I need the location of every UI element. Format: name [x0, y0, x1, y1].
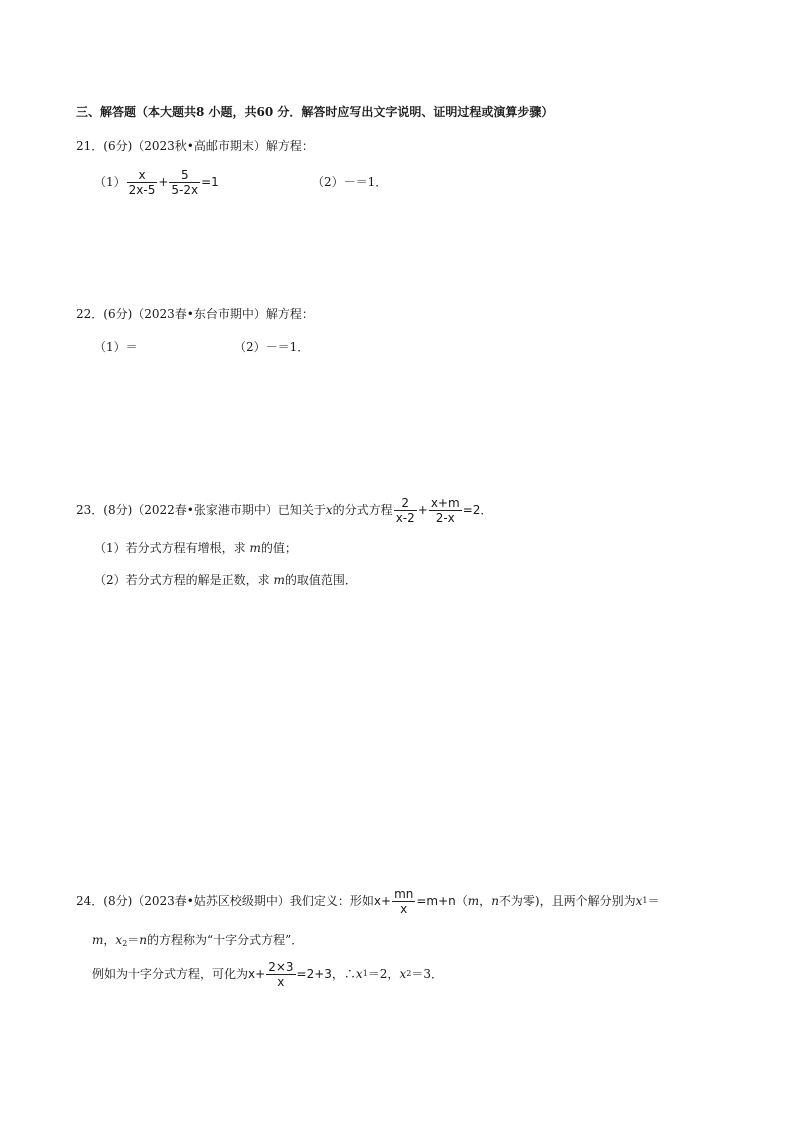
- q22-header: 22．(6分)（2023春•东台市期中）解方程：: [76, 307, 314, 321]
- q22-part2: （2）－＝1．: [234, 340, 310, 354]
- q23-sub2: [94, 572, 357, 588]
- q23-sub1-var-m: m: [249, 541, 261, 555]
- q24-sol-sub1: 1: [642, 896, 648, 905]
- q24-def-rhs: =m+n: [416, 894, 456, 908]
- q24-cond-n: n: [491, 894, 499, 908]
- q23-header-mid: 的分式方程: [332, 503, 393, 517]
- q24-example-frac-numerator: 2×3: [268, 959, 294, 974]
- q24-example-sub2: 2: [406, 969, 412, 978]
- q23-sub1-prefix: （1）若分式方程有增根，求: [94, 541, 250, 555]
- q24-sol-eq: ＝: [647, 894, 660, 908]
- q24-header-prefix: 24．(8分)（2023春•姑苏区校级期中）我们定义：形如: [76, 894, 374, 908]
- q23-rhs: =2．: [462, 503, 493, 517]
- q24-example-x: x: [248, 967, 256, 981]
- q24-line2: [92, 932, 303, 952]
- q21-frac2-numerator: 5: [169, 168, 200, 183]
- q21-part1-fraction-1: [127, 168, 158, 197]
- q24-header: [76, 883, 660, 919]
- q21-frac1-denominator: 2x-5: [128, 182, 156, 197]
- q23-frac1-numerator: 2: [394, 496, 417, 511]
- q23-sub2-var-m: m: [273, 573, 285, 587]
- q24-example-fraction: [266, 960, 295, 989]
- q24-line2-comma: ，: [103, 933, 116, 947]
- q24-example-plus: +: [255, 967, 266, 981]
- q21-frac2-denominator: 5-2x: [171, 182, 199, 197]
- q21-header: 21．(6分)（2023秋•高邮市期末）解方程：: [76, 139, 314, 153]
- q21-frac1-numerator: x: [127, 168, 158, 183]
- q24-example-frac-denominator: x: [277, 974, 285, 989]
- q23-sub1-suffix: 的值；: [260, 541, 297, 555]
- q24-example-prefix: 例如为十字分式方程，可化为: [92, 967, 249, 981]
- q24-cond-m: m: [467, 894, 480, 908]
- q24-def-frac-denominator: x: [400, 901, 408, 916]
- q21-part1-fraction-2: [169, 168, 200, 197]
- q24-line2-text: 的方程称为“十字分式方程”．: [147, 933, 304, 947]
- q24-line2-eq: ＝: [127, 933, 140, 947]
- q23-sub2-prefix: （2）若分式方程的解是正数，求: [94, 573, 274, 587]
- q24-cond-open: （: [455, 894, 468, 908]
- q23-frac2-denominator: 2-x: [435, 510, 455, 525]
- q24-example-x1: x: [355, 967, 363, 981]
- q24-example: [92, 956, 443, 992]
- q21-part1-rhs: =1: [201, 175, 219, 189]
- q23-fraction-2: [429, 496, 462, 525]
- q21-part1-plus: +: [158, 175, 169, 189]
- q21-part2: （2）－＝1．: [312, 175, 388, 189]
- q24-def-frac-numerator: mn: [394, 886, 414, 901]
- section-heading: 三、解答题（本大题共8 小题，共60 分．解答时应写出文字说明、证明过程或演算步骤）: [76, 105, 554, 119]
- q24-example-rhs: =2+3: [296, 967, 332, 981]
- q24-def-fraction: [392, 887, 415, 916]
- q22-part1: （1）＝: [94, 340, 138, 354]
- q23-sub1: [94, 540, 297, 556]
- q23-plus: +: [417, 503, 428, 517]
- q24-example-eq1: ＝2，: [367, 967, 400, 981]
- q24-line2-x: x: [115, 933, 123, 947]
- q24-line2-sub: 2: [122, 939, 128, 948]
- q24-example-sub1: 1: [362, 969, 368, 978]
- q23-var-x: x: [325, 503, 333, 517]
- q21-part1: [94, 164, 219, 200]
- q24-sol-x: x: [635, 894, 643, 908]
- q23-fraction-1: [394, 496, 417, 525]
- q24-cond-text: 不为零)，且两个解分别为: [498, 894, 636, 908]
- q24-def-x: x: [373, 894, 381, 908]
- q23-header-prefix: 23．(8分)（2022春•张家港市期中）已知关于: [76, 503, 326, 517]
- q24-example-eq2: ＝3．: [411, 967, 443, 981]
- q24-line2-n: n: [139, 933, 148, 947]
- q23-sub2-suffix: 的取值范围．: [284, 573, 357, 587]
- q23-header: [76, 492, 492, 528]
- q23-frac2-numerator: x+m: [430, 495, 460, 510]
- q21-part1-label: （1）: [94, 175, 126, 189]
- q24-example-therefore: ，∴: [331, 967, 356, 981]
- q24-def-plus: +: [381, 894, 392, 908]
- q24-line2-m: m: [92, 933, 104, 947]
- q24-cond-comma: ，: [479, 894, 492, 908]
- q24-example-x2: x: [399, 967, 407, 981]
- q23-frac1-denominator: x-2: [395, 510, 415, 525]
